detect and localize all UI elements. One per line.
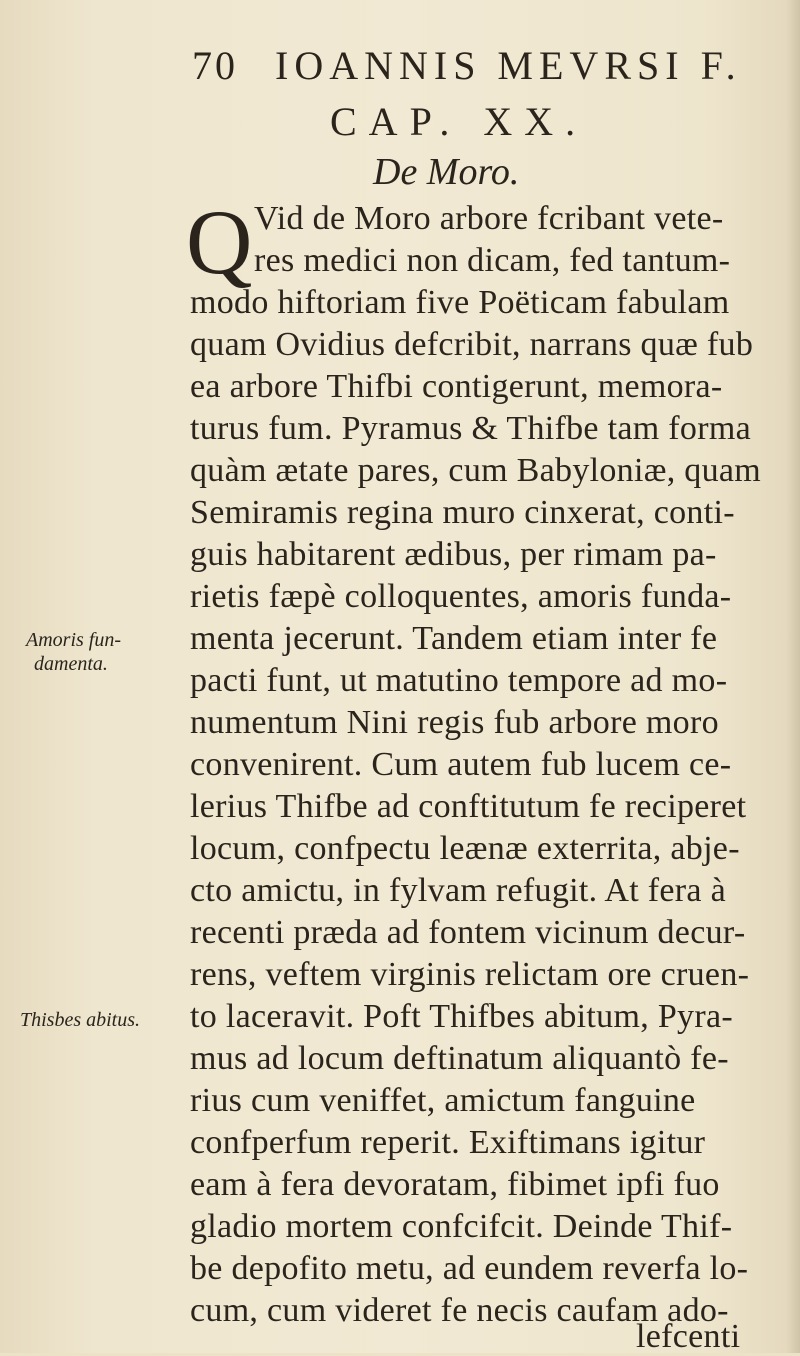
text-line: cto amictu, in fylvam refugit. At fera à <box>190 872 726 909</box>
text-line: eam à fera devoratam, fibimet ipfi fuo <box>190 1166 720 1203</box>
text-line: to laceravit. Poft Thifbes abitum, Pyra- <box>190 998 733 1035</box>
text-line: pacti funt, ut matutino tempore ad mo- <box>190 662 728 699</box>
text-line: modo hiftoriam five Poëticam fabulam <box>190 284 730 321</box>
text-line: confperfum reperit. Exiftimans igitur <box>190 1124 706 1161</box>
text-line: cum, cum videret fe necis caufam ado- <box>190 1292 729 1329</box>
text-line: quàm ætate pares, cum Babyloniæ, quam <box>190 452 762 489</box>
page-edge-shadow <box>786 0 800 1353</box>
margin-note-amoris-1: Amoris fun- <box>26 629 121 651</box>
text-line: locum, confpectu leænæ exterrita, abje- <box>190 830 740 867</box>
text-line: rens, veftem virginis relictam ore cruen- <box>190 956 750 993</box>
text-line: turus fum. Pyramus & Thifbe tam forma <box>190 410 751 447</box>
text-line: gladio mortem confcifcit. Deinde Thif- <box>190 1208 733 1245</box>
text-line: be depofito metu, ad eundem reverfa lo- <box>190 1250 749 1287</box>
margin-note-amoris-2: damenta. <box>34 653 108 675</box>
text-line: lerius Thifbe ad conftitutum fe reciperet <box>190 788 747 825</box>
text-line: quam Ovidius defcribit, narrans quæ fub <box>190 326 754 363</box>
text-line: recenti præda ad fontem vicinum decur- <box>190 914 746 951</box>
text-line: guis habitarent ædibus, per rimam pa- <box>190 536 717 573</box>
running-head <box>192 42 742 94</box>
drop-initial: Q <box>186 191 253 293</box>
text-line: rius cum veniffet, amictum fanguine <box>190 1082 696 1119</box>
text-line: ea arbore Thifbi contigerunt, memora- <box>190 368 723 405</box>
page-number: 70 <box>192 43 238 88</box>
text-line: rietis fæpè colloquentes, amoris funda- <box>190 578 732 615</box>
text-line: mus ad locum deftinatum aliquantò fe- <box>190 1040 729 1077</box>
text-line: menta jecerunt. Tandem etiam inter fe <box>190 620 718 657</box>
text-line: numentum Nini regis fub arbore moro <box>190 704 719 741</box>
chapter-title: CAP. XX. <box>330 99 588 144</box>
running-head-title: IOANNIS MEVRSI F. <box>275 43 742 88</box>
text-line: res medici non dicam, fed tantum- <box>254 242 731 279</box>
margin-note-thisbes: Thisbes abitus. <box>20 1009 141 1031</box>
text-line: lefcenti <box>636 1318 741 1355</box>
section-heading: De Moro. <box>373 151 520 193</box>
text-line: Semiramis regina muro cinxerat, conti- <box>190 494 735 531</box>
text-line: Vid de Moro arbore fcribant vete- <box>254 200 724 237</box>
text-line: convenirent. Cum autem fub lucem ce- <box>190 746 732 783</box>
